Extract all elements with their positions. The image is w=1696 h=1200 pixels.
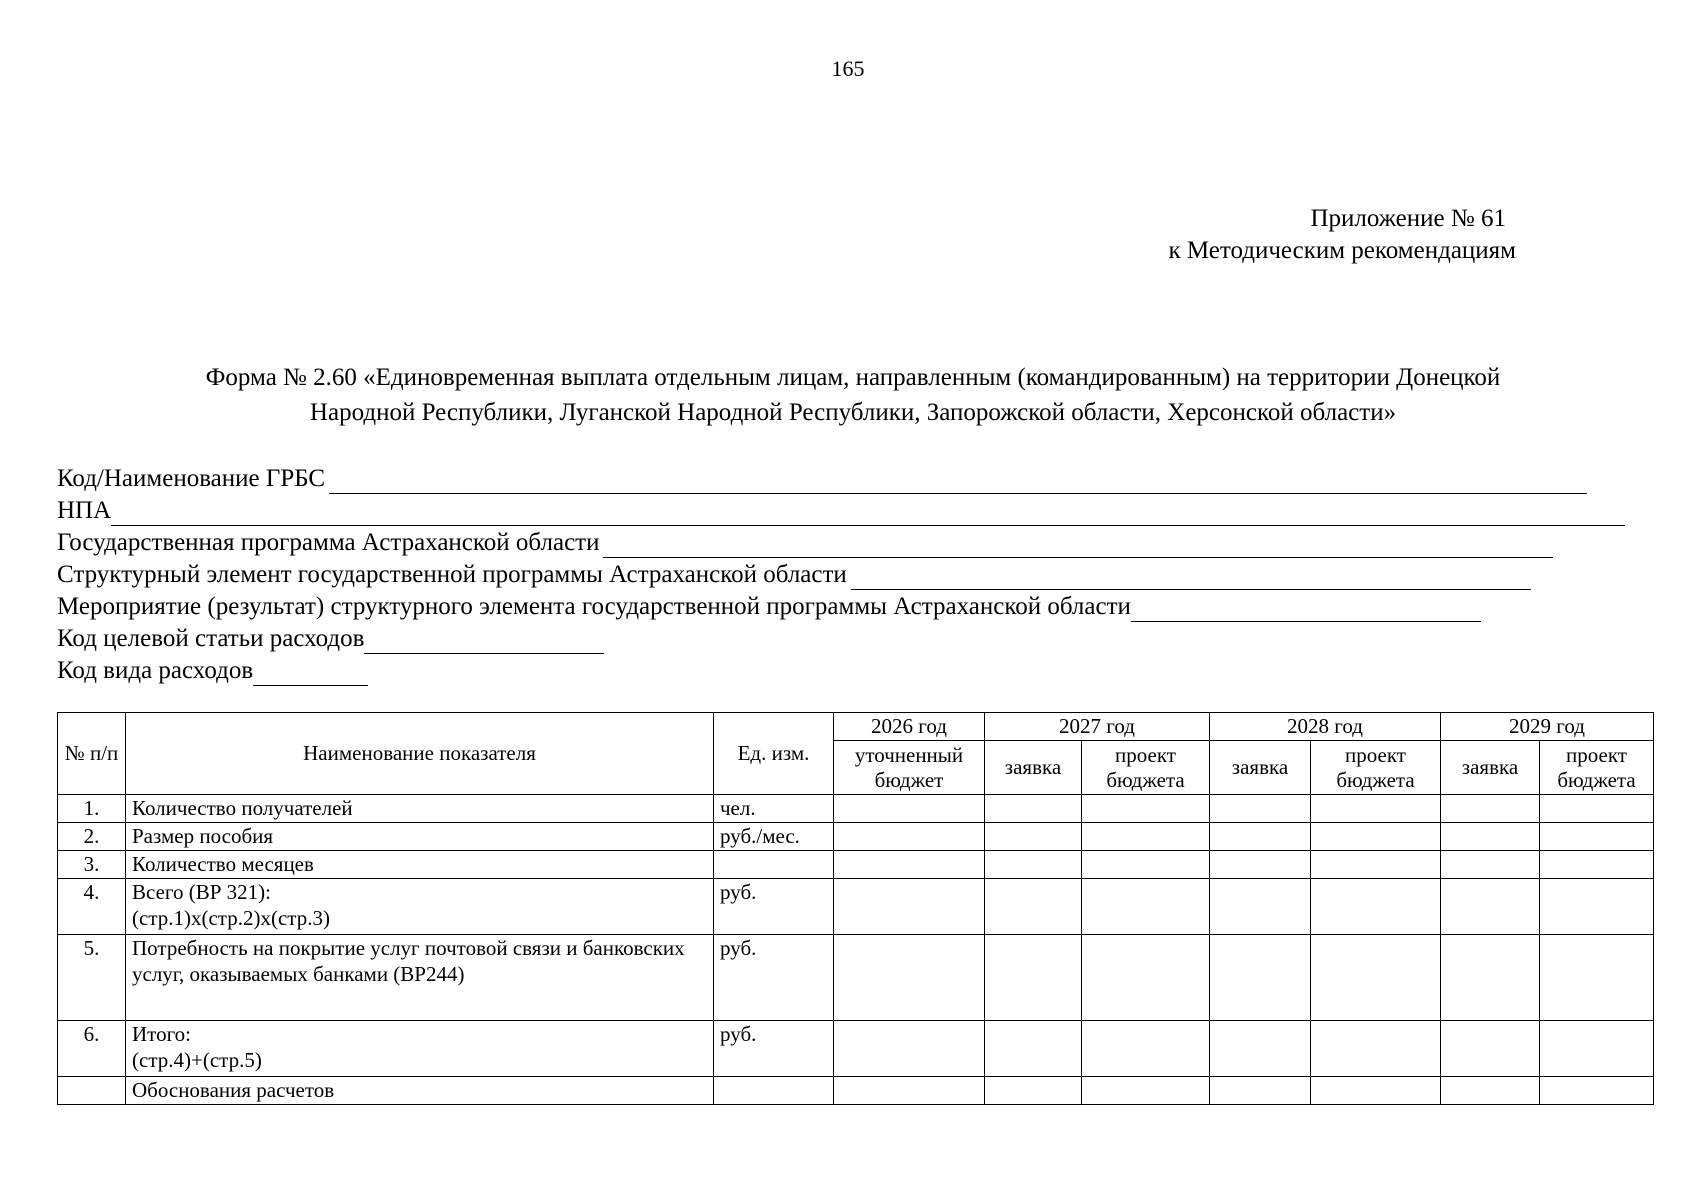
header-2026-refined: уточненный бюджет <box>834 741 985 795</box>
field-structural-element <box>57 558 1657 590</box>
value-cell[interactable] <box>1210 935 1311 1021</box>
header-2028-draft: проект бюджета <box>1311 741 1441 795</box>
row-num: 1. <box>58 795 126 823</box>
appendix-reference: к Методическим рекомендациям <box>1168 237 1516 264</box>
field-target-code-label: Код целевой статьи расходов <box>57 625 365 652</box>
field-target-code-blank[interactable] <box>364 629 604 654</box>
field-target-code <box>57 622 1657 654</box>
value-cell[interactable] <box>1210 1021 1311 1077</box>
value-cell[interactable] <box>1082 879 1210 935</box>
value-cell[interactable] <box>1540 935 1654 1021</box>
indicator-table <box>57 712 1654 1105</box>
header-2028-request: заявка <box>1210 741 1311 795</box>
value-cell[interactable] <box>1082 1077 1210 1105</box>
value-cell[interactable] <box>834 851 985 879</box>
row-unit: чел. <box>714 795 834 823</box>
appendix-number: Приложение № 61 <box>1310 205 1506 232</box>
value-cell[interactable] <box>1082 935 1210 1021</box>
field-expense-type <box>57 654 1657 686</box>
header-2028: 2028 год <box>1210 713 1441 741</box>
field-activity-blank[interactable] <box>1131 597 1481 622</box>
row-num: 5. <box>58 935 126 1021</box>
header-2029-request: заявка <box>1441 741 1540 795</box>
field-npa-label: НПА <box>57 497 112 524</box>
value-cell[interactable] <box>1540 795 1654 823</box>
table-row <box>58 851 1654 879</box>
page-number: 165 <box>831 56 865 81</box>
value-cell[interactable] <box>1210 823 1311 851</box>
row-num: 3. <box>58 851 126 879</box>
value-cell[interactable] <box>1311 879 1441 935</box>
field-activity-label: Мероприятие (результат) структурного элемента государственной программы Астраханской области <box>57 593 1131 620</box>
table-row <box>58 1021 1654 1077</box>
value-cell[interactable] <box>1441 1077 1540 1105</box>
form-title-line-1: Форма № 2.60 «Единовременная выплата отдельным лицам, направленным (командированным) на территории Донецкой <box>205 364 1501 391</box>
value-cell[interactable] <box>985 795 1082 823</box>
value-cell[interactable] <box>1210 795 1311 823</box>
value-cell[interactable] <box>1210 879 1311 935</box>
row-unit: руб. <box>714 1021 834 1077</box>
row-unit <box>714 851 834 879</box>
value-cell[interactable] <box>1441 795 1540 823</box>
value-cell[interactable] <box>1441 851 1540 879</box>
field-state-program-blank[interactable] <box>603 533 1553 558</box>
row-name: Всего (ВР 321): (стр.1)х(стр.2)х(стр.3) <box>126 879 714 935</box>
row-unit: руб./мес. <box>714 823 834 851</box>
row-name: Потребность на покрытие услуг почтовой связи и банковских услуг, оказываемых банками (ВР244) <box>126 935 714 1021</box>
header-name: Наименование показателя <box>126 713 714 795</box>
value-cell[interactable] <box>1082 851 1210 879</box>
value-cell[interactable] <box>1540 1021 1654 1077</box>
header-2027-draft: проект бюджета <box>1082 741 1210 795</box>
value-cell[interactable] <box>985 851 1082 879</box>
value-cell[interactable] <box>1311 795 1441 823</box>
field-grbs-blank[interactable] <box>329 469 1587 494</box>
field-activity <box>57 590 1657 622</box>
value-cell[interactable] <box>985 1077 1082 1105</box>
value-cell[interactable] <box>1210 851 1311 879</box>
field-npa-blank[interactable] <box>111 501 1625 526</box>
field-grbs <box>57 462 1657 494</box>
value-cell[interactable] <box>1441 879 1540 935</box>
value-cell[interactable] <box>834 1077 985 1105</box>
value-cell[interactable] <box>1311 935 1441 1021</box>
form-fields <box>57 462 1657 686</box>
row-num: 4. <box>58 879 126 935</box>
row-num <box>58 1077 126 1105</box>
row-name: Обоснования расчетов <box>126 1077 714 1105</box>
value-cell[interactable] <box>1311 851 1441 879</box>
value-cell[interactable] <box>985 823 1082 851</box>
value-cell[interactable] <box>1311 1077 1441 1105</box>
appendix-note <box>1168 203 1516 267</box>
header-unit: Ед. изм. <box>714 713 834 795</box>
field-npa <box>57 494 1657 526</box>
form-title <box>60 360 1646 430</box>
value-cell[interactable] <box>834 1021 985 1077</box>
field-state-program-label: Государственная программа Астраханской области <box>57 529 600 556</box>
table-row <box>58 935 1654 1021</box>
header-num: № п/п <box>58 713 126 795</box>
field-expense-type-blank[interactable] <box>253 661 368 686</box>
value-cell[interactable] <box>985 935 1082 1021</box>
value-cell[interactable] <box>834 879 985 935</box>
table-row <box>58 795 1654 823</box>
field-grbs-label: Код/Наименование ГРБС <box>57 465 326 492</box>
value-cell[interactable] <box>1540 823 1654 851</box>
row-unit <box>714 1077 834 1105</box>
form-title-line-2: Народной Республики, Луганской Народной Республики, Запорожской области, Херсонской области» <box>309 399 1397 426</box>
row-unit: руб. <box>714 879 834 935</box>
header-2026: 2026 год <box>834 713 985 741</box>
value-cell[interactable] <box>1540 879 1654 935</box>
value-cell[interactable] <box>1082 823 1210 851</box>
row-name: Количество получателей <box>126 795 714 823</box>
field-structural-element-label: Структурный элемент государственной программы Астраханской области <box>57 561 847 588</box>
value-cell[interactable] <box>985 1021 1082 1077</box>
value-cell[interactable] <box>834 823 985 851</box>
header-2027-request: заявка <box>985 741 1082 795</box>
field-state-program <box>57 526 1657 558</box>
value-cell[interactable] <box>1311 1021 1441 1077</box>
value-cell[interactable] <box>985 879 1082 935</box>
field-structural-element-blank[interactable] <box>851 565 1531 590</box>
value-cell[interactable] <box>1540 851 1654 879</box>
value-cell[interactable] <box>1441 1021 1540 1077</box>
table-row <box>58 879 1654 935</box>
table-row <box>58 823 1654 851</box>
row-name: Итого: (стр.4)+(стр.5) <box>126 1021 714 1077</box>
value-cell[interactable] <box>1082 795 1210 823</box>
value-cell[interactable] <box>834 795 985 823</box>
value-cell[interactable] <box>1210 1077 1311 1105</box>
row-name: Количество месяцев <box>126 851 714 879</box>
row-name: Размер пособия <box>126 823 714 851</box>
field-expense-type-label: Код вида расходов <box>57 657 254 684</box>
value-cell[interactable] <box>1311 823 1441 851</box>
header-2027: 2027 год <box>985 713 1210 741</box>
value-cell[interactable] <box>834 935 985 1021</box>
row-num: 6. <box>58 1021 126 1077</box>
header-2029: 2029 год <box>1441 713 1654 741</box>
row-num: 2. <box>58 823 126 851</box>
value-cell[interactable] <box>1441 935 1540 1021</box>
header-2029-draft: проект бюджета <box>1540 741 1654 795</box>
value-cell[interactable] <box>1082 1021 1210 1077</box>
row-unit: руб. <box>714 935 834 1021</box>
value-cell[interactable] <box>1540 1077 1654 1105</box>
table-row <box>58 1077 1654 1105</box>
value-cell[interactable] <box>1441 823 1540 851</box>
